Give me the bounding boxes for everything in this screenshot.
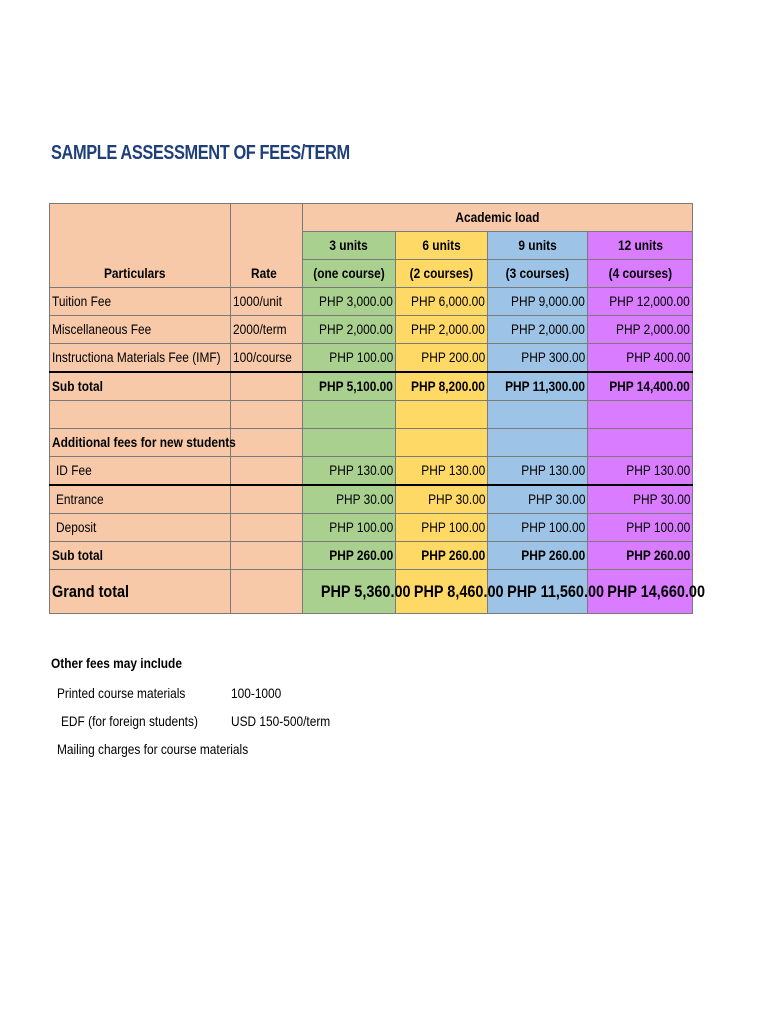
table-row-additional-header [50, 429, 693, 457]
academic-load-header: Academic load [303, 204, 693, 232]
cell-6-units [396, 401, 488, 429]
cell-3-units: PHP 100.00 [303, 344, 396, 373]
cell-12-units [588, 401, 693, 429]
table-row-subtotal-additional [50, 542, 693, 570]
cell-6-units: PHP 8,200.00 [396, 372, 488, 401]
table-row-deposit [50, 514, 693, 542]
row-rate: 2000/term [231, 316, 303, 344]
table-row-grand-total [50, 570, 693, 614]
cell-3-units: PHP 100.00 [303, 514, 396, 542]
cell-3-units: PHP 30.00 [303, 485, 396, 514]
cell-3-units: PHP 5,100.00 [303, 372, 396, 401]
row-rate [231, 542, 303, 570]
cell-9-units: PHP 300.00 [488, 344, 588, 373]
other-fee-name: Printed course materials [57, 685, 186, 701]
cell-12-units: PHP 260.00 [588, 542, 693, 570]
row-label: Tuition Fee [50, 288, 231, 316]
other-fee-name: Mailing charges for course materials [57, 741, 249, 757]
table-row-id-fee [50, 457, 693, 486]
cell-6-units: PHP 100.00 [396, 514, 488, 542]
page-title: SAMPLE ASSESSMENT OF FEES/TERM [51, 142, 350, 164]
cell-9-units: PHP 11,560.00 [488, 570, 588, 614]
cell-6-units: PHP 200.00 [396, 344, 488, 373]
units-header-12: 12 units [588, 232, 693, 260]
row-label: ID Fee [50, 457, 231, 486]
row-label: Sub total [50, 372, 231, 401]
cell-12-units: PHP 14,660.00 [588, 570, 693, 614]
courses-header-3: (one course) [303, 260, 396, 288]
units-header-6: 6 units [396, 232, 488, 260]
cell-9-units: PHP 100.00 [488, 514, 588, 542]
other-fees-section [51, 651, 651, 763]
cell-9-units: PHP 2,000.00 [488, 316, 588, 344]
table-row-misc [50, 316, 693, 344]
cell-9-units: PHP 30.00 [488, 485, 588, 514]
particulars-header: Particulars [50, 204, 231, 288]
row-rate [231, 372, 303, 401]
header-row-academic-load [50, 204, 693, 232]
other-fee-name: EDF (for foreign students) [61, 713, 198, 729]
cell-6-units: PHP 130.00 [396, 457, 488, 486]
cell-3-units: PHP 260.00 [303, 542, 396, 570]
cell-12-units: PHP 2,000.00 [588, 316, 693, 344]
cell-9-units: PHP 130.00 [488, 457, 588, 486]
row-rate: 100/course [231, 344, 303, 373]
cell-3-units: PHP 130.00 [303, 457, 396, 486]
cell-12-units: PHP 130.00 [588, 457, 693, 486]
cell-9-units [488, 429, 588, 457]
cell-3-units [303, 429, 396, 457]
row-rate [231, 570, 303, 614]
table-row-subtotal [50, 372, 693, 401]
cell-3-units: PHP 2,000.00 [303, 316, 396, 344]
cell-6-units: PHP 260.00 [396, 542, 488, 570]
courses-header-12: (4 courses) [588, 260, 693, 288]
row-rate [231, 429, 303, 457]
row-label: Sub total [50, 542, 231, 570]
cell-12-units: PHP 30.00 [588, 485, 693, 514]
cell-6-units: PHP 2,000.00 [396, 316, 488, 344]
row-rate [231, 401, 303, 429]
cell-3-units: PHP 3,000.00 [303, 288, 396, 316]
cell-3-units [303, 401, 396, 429]
cell-12-units: PHP 12,000.00 [588, 288, 693, 316]
list-item [51, 679, 651, 707]
list-item [51, 707, 651, 735]
row-label: Entrance [50, 485, 231, 514]
cell-6-units: PHP 8,460.00 [396, 570, 488, 614]
row-rate [231, 457, 303, 486]
rate-header: Rate [231, 204, 303, 288]
section-label: Additional fees for new students [50, 429, 231, 457]
cell-9-units: PHP 260.00 [488, 542, 588, 570]
courses-header-6: (2 courses) [396, 260, 488, 288]
units-header-3: 3 units [303, 232, 396, 260]
other-fee-value: USD 150-500/term [231, 713, 331, 729]
table-row-tuition [50, 288, 693, 316]
table-row-empty [50, 401, 693, 429]
cell-9-units [488, 401, 588, 429]
table-row-entrance [50, 485, 693, 514]
fees-table [49, 203, 705, 614]
row-label [50, 401, 231, 429]
other-fees-heading: Other fees may include [51, 655, 182, 671]
row-label: Instructiona Materials Fee (IMF) [50, 344, 231, 373]
cell-12-units [588, 429, 693, 457]
table-row-imf [50, 344, 693, 373]
cell-6-units [396, 429, 488, 457]
row-label: Grand total [50, 570, 231, 614]
row-label: Deposit [50, 514, 231, 542]
row-rate [231, 514, 303, 542]
units-header-9: 9 units [488, 232, 588, 260]
cell-6-units: PHP 30.00 [396, 485, 488, 514]
other-fee-value: 100-1000 [231, 685, 282, 701]
courses-header-9: (3 courses) [488, 260, 588, 288]
cell-12-units: PHP 14,400.00 [588, 372, 693, 401]
row-rate: 1000/unit [231, 288, 303, 316]
cell-9-units: PHP 11,300.00 [488, 372, 588, 401]
cell-3-units: PHP 5,360.00 [303, 570, 396, 614]
cell-9-units: PHP 9,000.00 [488, 288, 588, 316]
cell-6-units: PHP 6,000.00 [396, 288, 488, 316]
cell-12-units: PHP 400.00 [588, 344, 693, 373]
list-item [51, 735, 651, 763]
row-rate [231, 485, 303, 514]
row-label: Miscellaneous Fee [50, 316, 231, 344]
cell-12-units: PHP 100.00 [588, 514, 693, 542]
